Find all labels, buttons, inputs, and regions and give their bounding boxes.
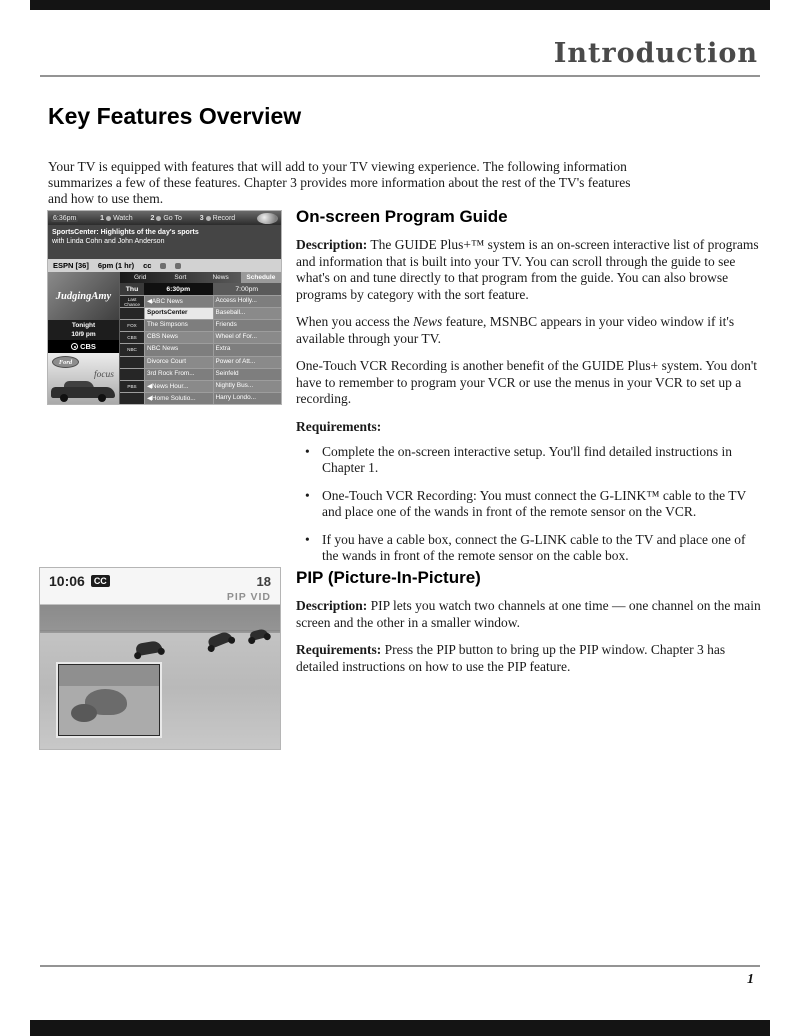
section-heading-pip: PIP (Picture-In-Picture) bbox=[296, 568, 481, 587]
guide-plus-logo-icon bbox=[257, 213, 278, 224]
record-label: Record bbox=[212, 214, 236, 222]
guide-day: Thu bbox=[120, 283, 144, 295]
program-cell: Power of Att... bbox=[213, 357, 282, 368]
tab-news: News bbox=[212, 274, 229, 281]
program-cell: Wheel of For... bbox=[213, 332, 282, 343]
goto-label: Go To bbox=[163, 214, 182, 222]
goto-key: 2 bbox=[150, 214, 155, 222]
page-number: 1 bbox=[747, 972, 754, 987]
description-label: Description: bbox=[296, 237, 368, 252]
program-cell: ◀ABC News bbox=[144, 296, 213, 307]
guide-feature-text bbox=[296, 207, 764, 576]
pip-vid-label: PIP VID bbox=[226, 591, 271, 603]
bullet-icon: • bbox=[305, 443, 310, 459]
cbs-label: CBS bbox=[80, 342, 96, 351]
osd-clock: 10:06 bbox=[49, 573, 85, 589]
channel-logo: FOX bbox=[120, 320, 144, 331]
guide-row bbox=[120, 307, 281, 319]
channel-logo bbox=[120, 357, 144, 368]
channel-logo: Last Chance bbox=[120, 296, 144, 307]
pip-feature-section bbox=[40, 568, 764, 749]
pip-feature-text bbox=[296, 568, 764, 749]
intro-paragraph: Your TV is equipped with features that will add to your TV viewing experience. The following information summarizes a few of these features. Chapter 3 provides more information about the rest of the TV's features and how to use them. bbox=[48, 158, 631, 206]
list-item bbox=[296, 444, 764, 477]
cbs-eye-icon bbox=[71, 343, 78, 350]
pip-screenshot bbox=[40, 568, 280, 749]
program-cell: Friends bbox=[213, 320, 282, 331]
guide-ad-sidebar bbox=[48, 272, 120, 404]
guide-row bbox=[120, 380, 281, 392]
bullet-text: If you have a cable box, connect the G-LINK cable to the TV and place one of the wands in front of the remote sensor on the cable box. bbox=[322, 531, 746, 563]
requirements-list bbox=[296, 444, 764, 565]
guide-description bbox=[296, 237, 764, 303]
guide-row bbox=[120, 295, 281, 307]
guide-channel-row bbox=[48, 259, 281, 272]
program-cell: CBS News bbox=[144, 332, 213, 343]
channel-logo bbox=[120, 308, 144, 319]
guide-row bbox=[120, 356, 281, 368]
car-rear-wheel bbox=[60, 394, 68, 402]
guide-cc-flag: cc bbox=[143, 261, 152, 270]
guide-feature-section bbox=[48, 207, 764, 576]
guide-listing-rows bbox=[120, 295, 281, 404]
guide-action-goto bbox=[150, 215, 181, 222]
guide-row bbox=[120, 392, 281, 404]
channel-logo: CBS bbox=[120, 332, 144, 343]
program-cell: 3rd Rock From... bbox=[144, 369, 213, 380]
guide-clock: 6:36pm bbox=[53, 214, 77, 222]
motorcycle-rider bbox=[135, 640, 163, 656]
ad-cbs-logo bbox=[48, 340, 119, 353]
news-post: feature, MSNBC appears in your video window if it's available through your TV. bbox=[296, 314, 735, 346]
guide-action-record bbox=[200, 215, 235, 222]
watch-key-icon bbox=[106, 216, 111, 221]
program-cell: The Simpsons bbox=[144, 320, 213, 331]
car-front-wheel bbox=[98, 394, 106, 402]
program-cell: Extra bbox=[213, 344, 282, 355]
track-edge bbox=[40, 630, 280, 633]
guide-show-title: SportsCenter: Highlights of the day's sports bbox=[52, 229, 199, 236]
ad-ford-focus bbox=[48, 353, 119, 404]
bullet-icon: • bbox=[305, 487, 310, 503]
watch-key: 1 bbox=[100, 214, 105, 222]
pip-osd-row bbox=[49, 573, 271, 589]
goto-key-icon bbox=[156, 216, 161, 221]
ad-judging-amy: JudgingAmy bbox=[48, 272, 119, 320]
bullet-text: Complete the on-screen interactive setup. You'll find detailed instructions in Chapter 1. bbox=[322, 443, 732, 475]
cc-badge: CC bbox=[91, 575, 110, 587]
program-cell-selected: SportsCenter bbox=[144, 308, 213, 319]
program-cell: NBC News bbox=[144, 344, 213, 355]
news-italic: News bbox=[412, 314, 443, 329]
requirements-label: Requirements: bbox=[296, 642, 382, 657]
description-text: PIP lets you watch two channels at one time — one channel on the main screen and the other in a smaller window. bbox=[296, 598, 761, 630]
guide-top-bar bbox=[48, 211, 281, 225]
guide-time-header bbox=[120, 283, 281, 295]
guide-show-subtitle: with Linda Cohn and John Anderson bbox=[52, 238, 165, 245]
osd-channel-number: 18 bbox=[256, 573, 271, 589]
program-cell: Baseball... bbox=[213, 308, 282, 319]
guide-row bbox=[120, 343, 281, 355]
guide-channel: ESPN [36] bbox=[53, 261, 89, 270]
channel-logo bbox=[120, 393, 144, 404]
record-key-icon bbox=[206, 216, 211, 221]
bottom-border-bar bbox=[30, 1020, 770, 1036]
program-cell: ◀News Hour... bbox=[144, 381, 213, 392]
program-cell: Harry Londo... bbox=[213, 393, 282, 404]
focus-wordmark: focus bbox=[93, 370, 114, 380]
ad-airtime-line1: Tonight bbox=[71, 322, 96, 329]
tab-schedule: Schedule bbox=[241, 272, 281, 283]
ad-airtime bbox=[48, 320, 119, 340]
program-guide-screenshot bbox=[48, 211, 281, 404]
requirements-label: Requirements: bbox=[296, 418, 382, 434]
guide-action-watch bbox=[100, 215, 132, 222]
chapter-title: Introduction bbox=[553, 38, 758, 69]
guide-grid bbox=[120, 272, 281, 404]
footer-rule bbox=[40, 965, 760, 967]
channel-logo: PBS bbox=[120, 381, 144, 392]
guide-duration: 6pm (1 hr) bbox=[97, 261, 135, 270]
channel-logo: NBC bbox=[120, 344, 144, 355]
list-item bbox=[296, 488, 764, 521]
description-text: The GUIDE Plus+™ system is an on-screen interactive list of programs and information that is built into your TV. You can scroll through the guide to see what's on and tune directly to that program from the guide. You can also browse programs by category with the sort feature. bbox=[296, 237, 759, 302]
program-cell: Seinfeld bbox=[213, 369, 282, 380]
page-title: Key Features Overview bbox=[48, 103, 302, 129]
pip-requirements bbox=[296, 642, 764, 675]
guide-news-paragraph bbox=[296, 314, 764, 347]
guide-program-info bbox=[48, 225, 281, 259]
tab-sort: Sort bbox=[174, 274, 187, 281]
watch-label: Watch bbox=[113, 214, 133, 222]
requirements-text: Press the PIP button to bring up the PIP window. Chapter 3 has detailed instructions on how to use the PIP feature. bbox=[296, 642, 726, 674]
ford-logo-icon: Ford bbox=[52, 356, 79, 368]
program-cell: Nightly Bus... bbox=[213, 381, 282, 392]
bullet-text: One-Touch VCR Recording: You must connect the G-LINK™ cable to the TV and place one of the wands in front of the remote sensor on the VCR. bbox=[322, 487, 746, 519]
lock-icon bbox=[175, 263, 181, 269]
pip-window-subject bbox=[71, 704, 97, 722]
car-image bbox=[51, 381, 115, 402]
guide-body bbox=[48, 272, 281, 404]
section-heading-guide: On-screen Program Guide bbox=[296, 207, 508, 226]
pip-window bbox=[58, 664, 160, 736]
program-cell: ◀Home Solutio... bbox=[144, 393, 213, 404]
program-cell: Divorce Court bbox=[144, 357, 213, 368]
program-cell: Access Holly... bbox=[213, 296, 282, 307]
guide-action-bar bbox=[82, 215, 253, 222]
bullet-icon: • bbox=[305, 531, 310, 547]
guide-row bbox=[120, 368, 281, 380]
guide-timeslot-2: 7:00pm bbox=[213, 283, 282, 295]
guide-row bbox=[120, 331, 281, 343]
description-label: Description: bbox=[296, 598, 368, 613]
guide-vcr-paragraph: One-Touch VCR Recording is another benefit of the GUIDE Plus+ system. You don't have to remember to program your VCR or use the menus in your VCR to set up a recording. bbox=[296, 358, 758, 406]
guide-tab-bar bbox=[120, 272, 281, 283]
list-item bbox=[296, 532, 764, 565]
top-border-bar bbox=[30, 0, 770, 10]
pip-description bbox=[296, 598, 764, 631]
record-key: 3 bbox=[199, 214, 204, 222]
channel-logo bbox=[120, 369, 144, 380]
header-rule bbox=[40, 75, 760, 77]
audio-icon bbox=[160, 263, 166, 269]
guide-timeslot-1: 6:30pm bbox=[144, 283, 213, 295]
ad-airtime-line2: 10/9 pm bbox=[71, 331, 96, 338]
tab-grid: Grid bbox=[133, 274, 147, 281]
news-pre: When you access the bbox=[296, 314, 413, 329]
guide-row bbox=[120, 319, 281, 331]
